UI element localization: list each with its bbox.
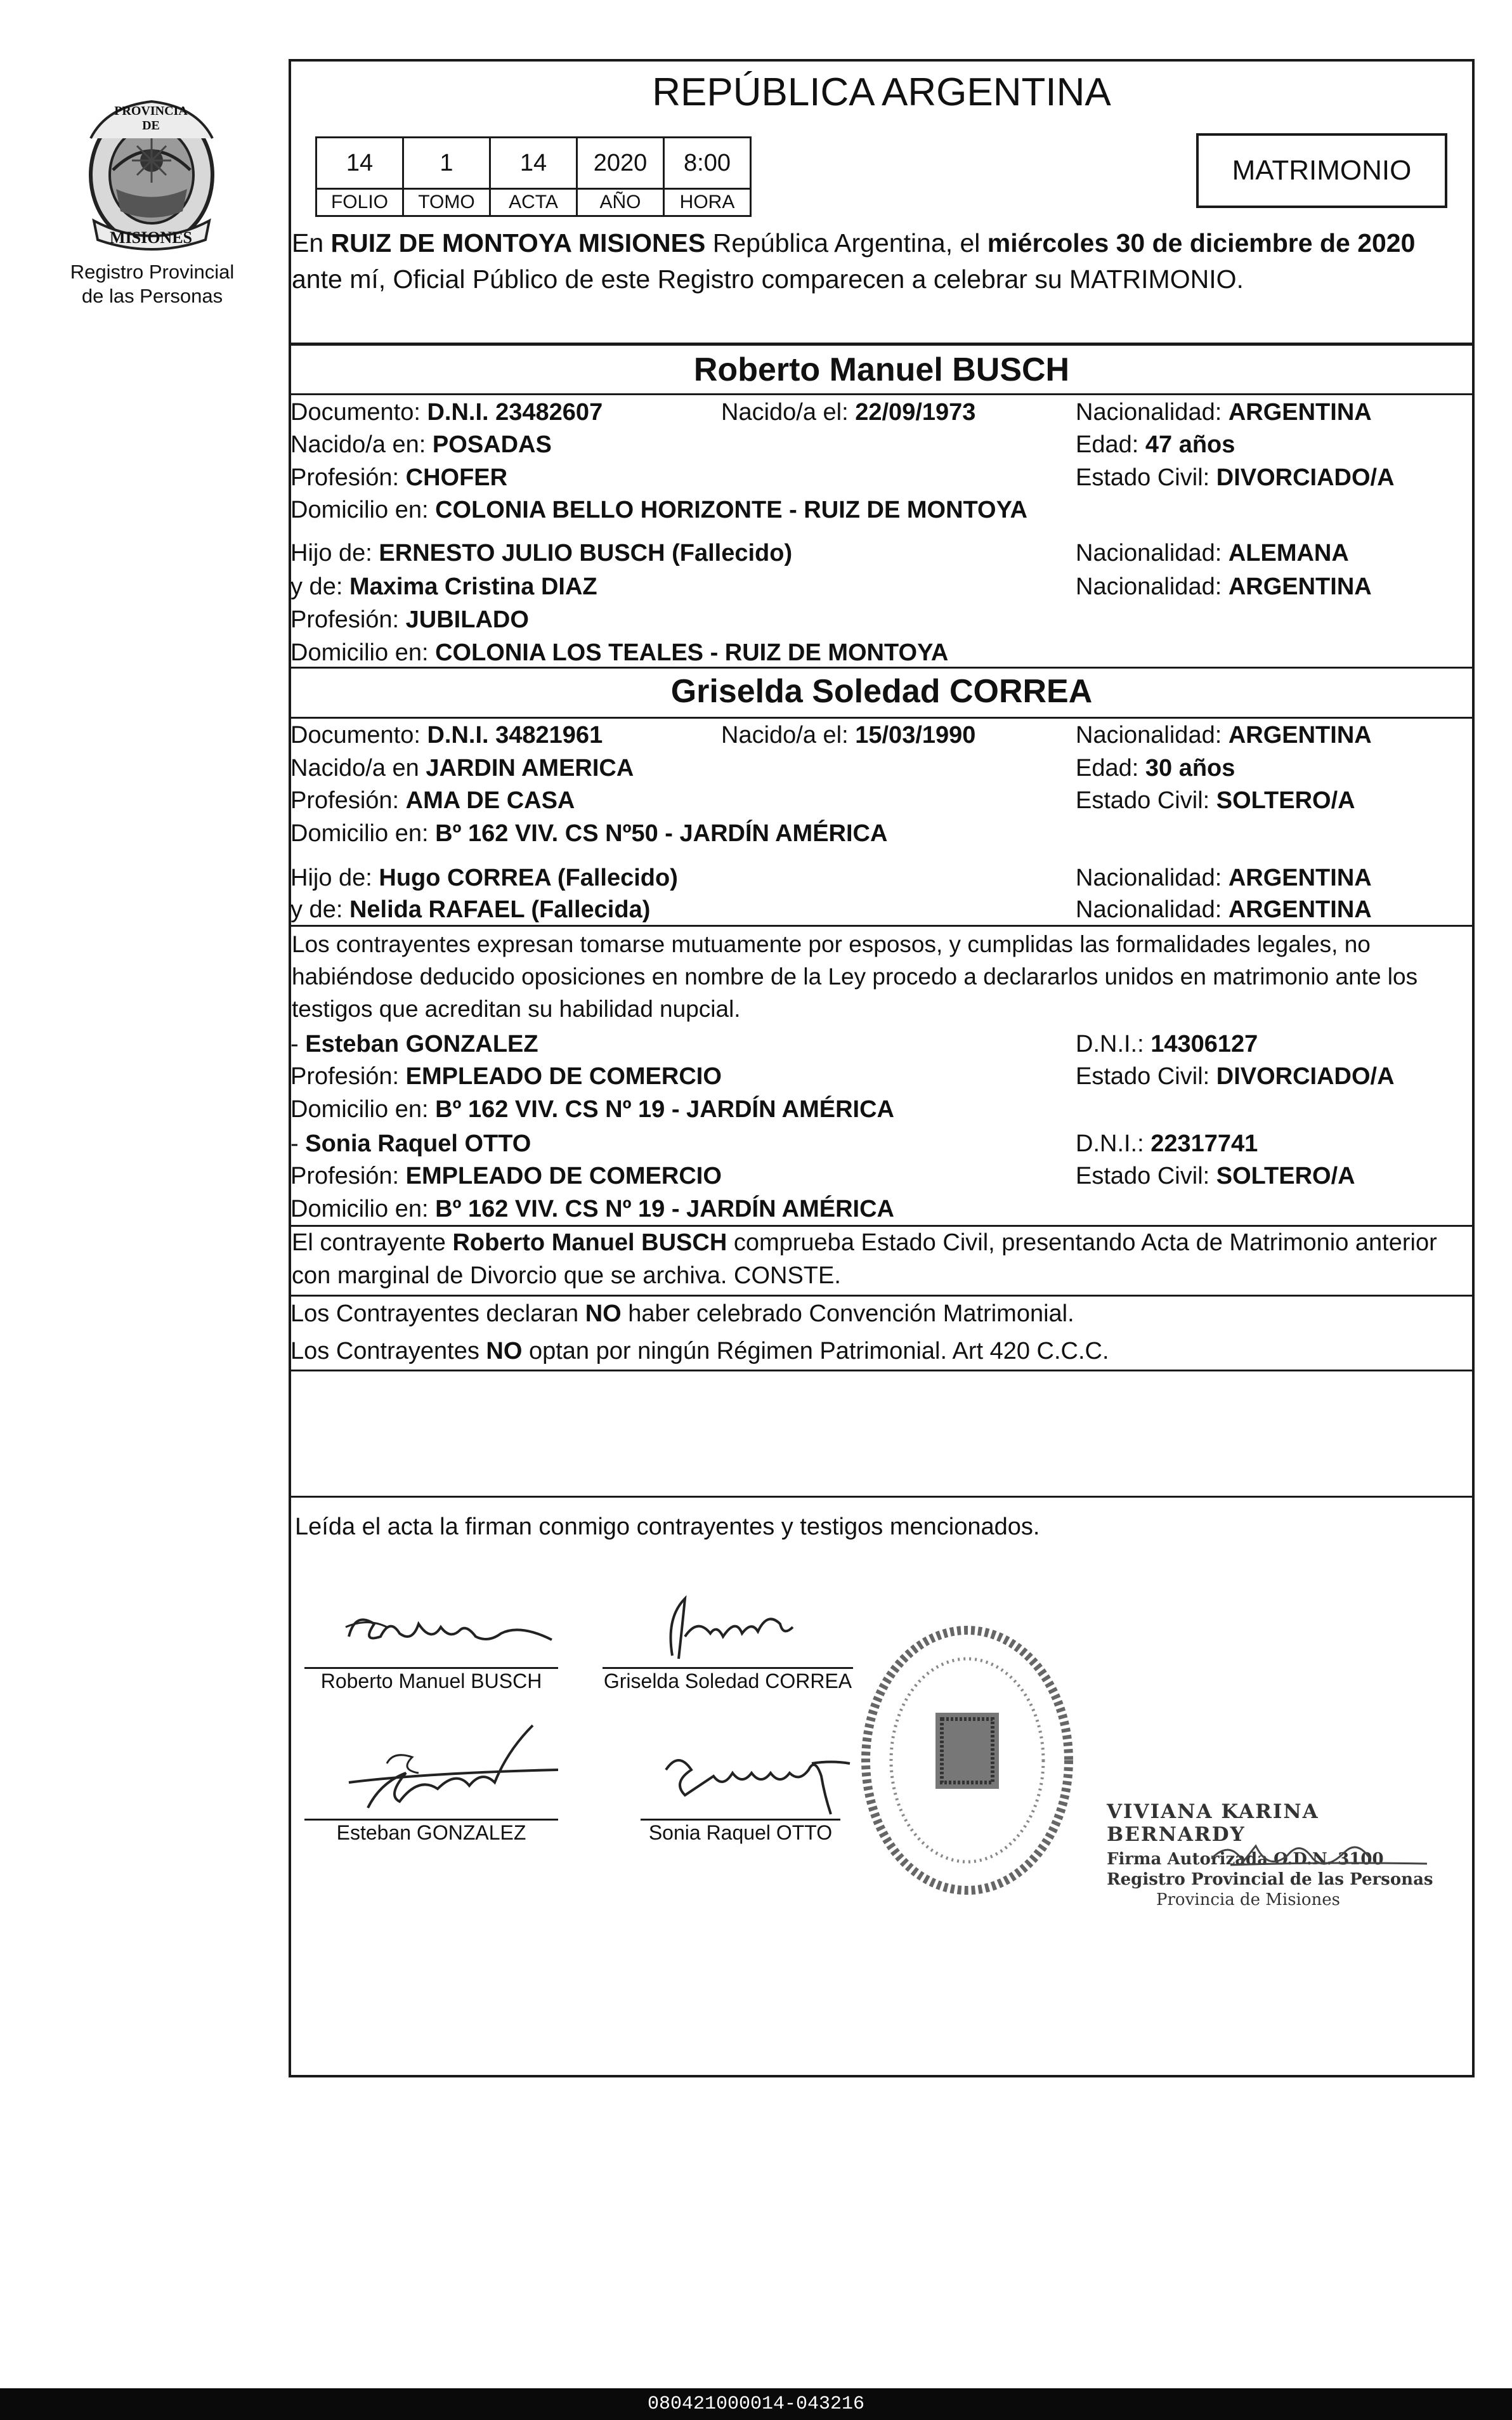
groom-nationality: Nacionalidad: ARGENTINA <box>1076 399 1372 426</box>
tomo-label: TOMO <box>403 189 490 216</box>
groom-birth: Nacido/a el: 22/09/1973 <box>721 399 976 426</box>
folio-label: FOLIO <box>316 189 403 216</box>
groom-parent-address: Domicilio en: COLONIA LOS TEALES - RUIZ DE MONTOYA <box>290 639 949 666</box>
acta-label: ACTA <box>490 189 577 216</box>
witness1-dni: D.N.I.: 14306127 <box>1076 1031 1258 1057</box>
groom-father: Hijo de: ERNESTO JULIO BUSCH (Fallecido) <box>290 540 793 566</box>
signature-official-icon <box>1205 1827 1433 1884</box>
witness1-address: Domicilio en: Bº 162 VIV. CS Nº 19 - JARDÍN AMÉRICA <box>290 1096 894 1123</box>
divider <box>289 1370 1475 1371</box>
bride-mother-nationality: Nacionalidad: ARGENTINA <box>1076 896 1372 923</box>
official-authorization: Firma Autorizada O.D.N. 3100 <box>1107 1850 1384 1869</box>
groom-civil-status: Estado Civil: DIVORCIADO/A <box>1076 464 1395 491</box>
groom-father-nationality: Nacionalidad: ALEMANA <box>1076 540 1349 566</box>
bride-nationality: Nacionalidad: ARGENTINA <box>1076 722 1372 749</box>
org-name <box>57 260 247 308</box>
anio-label: AÑO <box>577 189 664 216</box>
seal-text-top: PROVINCIA DE <box>114 104 188 133</box>
signature-caption-witness2: Sonia Raquel OTTO <box>648 1821 833 1844</box>
bride-address: Domicilio en: Bº 162 VIV. CS Nº50 - JARDÍN AMÉRICA <box>290 820 888 847</box>
groom-mother-nationality: Nacionalidad: ARGENTINA <box>1076 573 1372 600</box>
convention-line-1: Los Contrayentes declaran NO haber celebrado Convención Matrimonial. <box>290 1300 1074 1327</box>
bride-age: Edad: 30 años <box>1076 755 1235 782</box>
acta-value: 14 <box>490 138 577 189</box>
signature-line <box>304 1667 558 1669</box>
anio-value: 2020 <box>577 138 664 189</box>
signature-line <box>641 1819 840 1821</box>
signature-line <box>603 1667 853 1669</box>
official-round-seal-icon <box>856 1621 1078 1900</box>
official-province: Provincia de Misiones <box>1156 1890 1340 1909</box>
official-name: VIVIANA KARINA BERNARDY <box>1107 1800 1319 1846</box>
bride-father: Hijo de: Hugo CORREA (Fallecido) <box>290 865 678 891</box>
declaration-paragraph: Los contrayentes expresan tomarse mutuamente por esposos, y cumplidas las formalidades legales, no habiéndose deducido oposiciones en nombre de la Ley procedo a declararlos unidos en matrimonio ante los testigos que acreditan su habilidad nupcial. <box>292 931 1418 1022</box>
registry-table <box>315 136 752 217</box>
seal-text-bottom: MISIONES <box>109 228 193 247</box>
footer-code: 080421000014-043216 <box>0 2388 1512 2420</box>
intro-paragraph <box>292 225 1471 298</box>
org-name-line2: de las Personas <box>81 285 223 307</box>
intro-date-a: miércoles 30 de diciembre de <box>987 228 1350 258</box>
signature-witness1-icon <box>330 1713 571 1821</box>
witness2-address: Domicilio en: Bº 162 VIV. CS Nº 19 - JARDÍN AMÉRICA <box>290 1196 894 1222</box>
signature-caption-groom: Roberto Manuel BUSCH <box>320 1670 542 1692</box>
divider <box>289 925 1475 927</box>
groom-doc: Documento: D.N.I. 23482607 <box>290 399 603 426</box>
signature-witness2-icon <box>653 1738 863 1821</box>
official-registry: Registro Provincial de las Personas <box>1107 1870 1433 1889</box>
civil-status-note: El contrayente Roberto Manuel BUSCH comprueba Estado Civil, presentando Acta de Matrimonio anterior con marginal de Divorcio que se archiva. CONSTE. <box>292 1229 1437 1289</box>
groom-parent-profession: Profesión: JUBILADO <box>290 606 529 633</box>
bride-doc: Documento: D.N.I. 34821961 <box>290 722 603 749</box>
closing-text: Leída el acta la firman conmigo contrayentes y testigos mencionados. <box>295 1514 1040 1540</box>
tomo-value: 1 <box>403 138 490 189</box>
intro-text-3: ante mí, Oficial Público de este Registro comparecen a celebrar su MATRIMONIO. <box>292 265 1244 294</box>
groom-age: Edad: 47 años <box>1076 431 1235 458</box>
hora-label: HORA <box>664 189 751 216</box>
divider <box>289 1496 1475 1498</box>
divider <box>289 343 1475 346</box>
divider <box>289 717 1475 719</box>
groom-profession: Profesión: CHOFER <box>290 464 508 491</box>
bride-father-nationality: Nacionalidad: ARGENTINA <box>1076 865 1372 891</box>
groom-born-in: Nacido/a en: POSADAS <box>290 431 552 458</box>
registry-values-row <box>316 138 751 189</box>
signature-bride-icon <box>647 1592 812 1668</box>
bride-birth: Nacido/a el: 15/03/1990 <box>721 722 976 749</box>
province-seal <box>81 94 222 252</box>
divider <box>289 667 1475 669</box>
witness2-civil-status: Estado Civil: SOLTERO/A <box>1076 1163 1355 1189</box>
divider <box>289 393 1475 395</box>
divider <box>289 1295 1475 1297</box>
bride-born-in: Nacido/a en JARDIN AMERICA <box>290 755 634 782</box>
witness2-name: - Sonia Raquel OTTO <box>290 1130 531 1157</box>
groom-address: Domicilio en: COLONIA BELLO HORIZONTE - RUIZ DE MONTOYA <box>290 497 1027 523</box>
org-name-line1: Registro Provincial <box>70 261 235 283</box>
witness1-civil-status: Estado Civil: DIVORCIADO/A <box>1076 1063 1395 1090</box>
witness1-profession: Profesión: EMPLEADO DE COMERCIO <box>290 1063 722 1090</box>
signature-groom-icon <box>330 1599 564 1668</box>
bride-civil-status: Estado Civil: SOLTERO/A <box>1076 787 1355 814</box>
bride-profession: Profesión: AMA DE CASA <box>290 787 575 814</box>
signature-caption-witness1: Esteban GONZALEZ <box>336 1821 526 1844</box>
signature-caption-bride: Griselda Soledad CORREA <box>603 1670 852 1692</box>
hora-value: 8:00 <box>664 138 751 189</box>
bride-name: Griselda Soledad CORREA <box>670 673 1093 710</box>
convention-line-2: Los Contrayentes NO optan por ningún Régimen Patrimonial. Art 420 C.C.C. <box>290 1338 1109 1364</box>
act-type-box: MATRIMONIO <box>1196 133 1447 208</box>
intro-place: RUIZ DE MONTOYA MISIONES <box>330 228 706 258</box>
registry-labels-row <box>316 189 751 216</box>
intro-date-b: 2020 <box>1357 228 1416 258</box>
witness2-dni: D.N.I.: 22317741 <box>1076 1130 1258 1157</box>
bride-mother: y de: Nelida RAFAEL (Fallecida) <box>290 896 651 923</box>
intro-text-2: República Argentina, el <box>705 228 987 258</box>
groom-name: Roberto Manuel BUSCH <box>693 351 1070 388</box>
witness2-profession: Profesión: EMPLEADO DE COMERCIO <box>290 1163 722 1189</box>
groom-mother: y de: Maxima Cristina DIAZ <box>290 573 597 600</box>
signature-line <box>304 1819 558 1821</box>
page-title: REPÚBLICA ARGENTINA <box>652 70 1111 114</box>
folio-value: 14 <box>316 138 403 189</box>
intro-text-1: En <box>292 228 331 258</box>
witness1-name: - Esteban GONZALEZ <box>290 1031 538 1057</box>
